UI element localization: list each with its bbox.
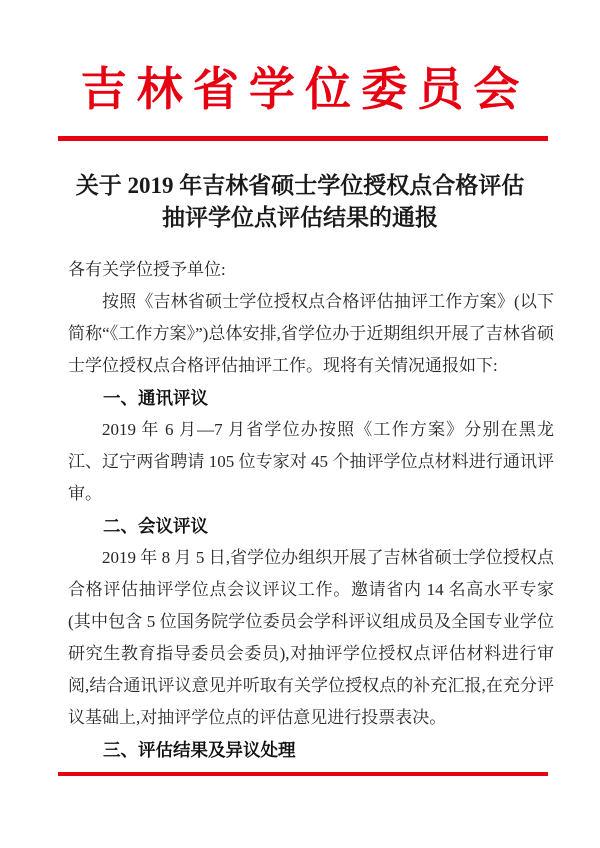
- document-body: [68, 254, 554, 766]
- salutation: 各有关学位授予单位:: [68, 260, 226, 279]
- document-title-line-1: 关于 2019 年吉林省硕士学位授权点合格评估: [75, 173, 525, 198]
- paragraph-section-1: 2019 年 6 月—7 月省学位办按照《工作方案》分别在黑龙江、辽宁两省聘请 105 位专家对 45 个抽评学位点材料进行通讯评审。: [68, 420, 554, 503]
- letterhead-divider-line: [58, 136, 548, 141]
- paragraph-overview: 按照《吉林省硕士学位授权点合格评估抽评工作方案》(以下简称“《工作方案》”)总体安排,省学位办于近期组织开展了吉林省硕士学位授权点合格评估抽评工作。现将有关情况通报如下:: [68, 292, 554, 375]
- section-heading-3: 三、评估结果及异议处理: [103, 740, 296, 760]
- section-heading-1: 一、通讯评议: [103, 388, 208, 408]
- document-title: [40, 170, 560, 234]
- section-heading-2: 二、会议评议: [103, 516, 208, 536]
- letterhead-org-name: 吉林省学位委员会: [80, 64, 530, 115]
- footer-divider-line: [58, 772, 548, 776]
- document-title-line-2: 抽评学位点评估结果的通报: [162, 205, 438, 230]
- paragraph-section-2: 2019 年 8 月 5 日,省学位办组织开展了吉林省硕士学位授权点合格评估抽评学位点会议评议工作。邀请省内 14 名高水平专家(其中包含 5 位国务院学位委员会学科评议组成员及全国专业学位研究生教育指导委员会委员),对抽评学位授权点评估材料进行审阅,结合通讯评议意见并听取有关学位授权点的补充汇报,在充分评议基础上,对抽评学位点的评估意见进行投票表决。: [68, 548, 554, 727]
